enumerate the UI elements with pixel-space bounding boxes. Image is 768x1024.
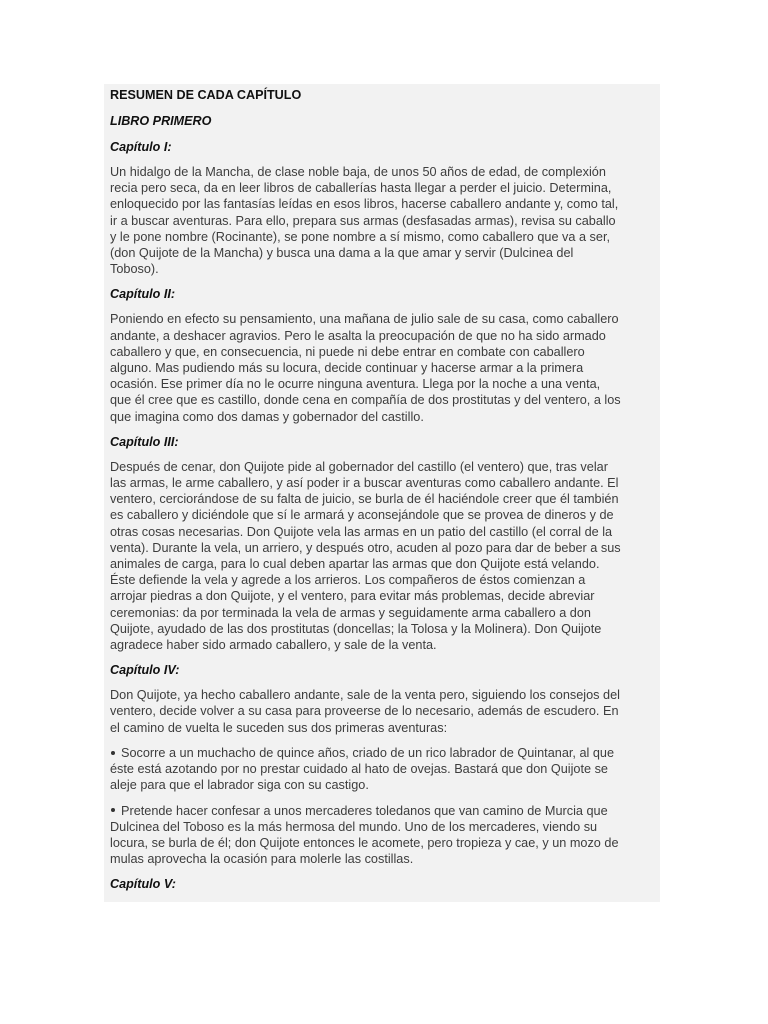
text-line: venta). Durante la vela, un arriero, y después otro, acuden al pozo para dar de beber a sus [110,540,621,555]
document-page [104,84,660,902]
text-line: enloquecido por las fantasías leídas en esos libros, hacerse caballero andante y, como tal, [110,197,619,212]
text-line: ocasión. Ese primer día no le ocurre ninguna aventura. Llega por la noche a una venta, [110,377,601,392]
text-line [110,803,656,819]
text-line: arrojar piedras a don Quijote, y el ventero, para evitar más problemas, decide abreviar [110,589,595,604]
text-line: las armas, le arme caballero, y así poder ir a buscar aventuras como caballero andante. El [110,476,619,491]
text-line: (don Quijote de la Mancha) y busca una dama a la que amar y servir (Dulcinea del [110,246,574,261]
text-line: animales de carga, para lo cual deben apartar las armas que don Quijote está velando. [110,557,600,572]
text-line: ir a buscar aventuras. Para ello, prepara sus armas (desfasadas armas), revisa su caballo [110,213,616,228]
text-line [110,745,656,761]
text-line: Un hidalgo de la Mancha, de clase noble baja, de unos 50 años de edad, de complexión [110,165,606,179]
text-line: locura, se burla de él; don Quijote entonces le acomete, pero tropieza y cae, y un mozo de [110,835,619,850]
text-line: ventero, decide volver a su casa para proveerse de lo necesario, además de escudero. En [110,704,619,719]
chapter-1 [110,139,656,277]
chapter-3 [110,434,656,653]
text-line: ceremonias: da por terminada la vela de armas y seguidamente arma caballero a don [110,605,591,620]
bullet-icon [111,751,115,755]
text-line: éste está azotando por no prestar cuidado al hato de ovejas. Bastará que don Quijote se [110,762,608,777]
chapter-heading: Capítulo I: [110,140,172,154]
bullet-text: Pretende hacer confesar a unos mercaderes toledanos que van camino de Murcia que [121,803,608,818]
text-line: el camino de vuelta le suceden sus dos primeras aventuras: [110,720,448,735]
chapter-paragraph [110,459,656,653]
text-line: Éste defiende la vela y agrede a los arrieros. Los compañeros de éstos comienzan a [110,573,586,588]
text-line: andante, a deshacer agravios. Pero le asalta la preocupación de que no ha sido armado [110,328,606,343]
text-line: Toboso). [110,262,159,277]
text-line: y le pone nombre (Rocinante), se pone nombre a sí mismo, como caballero que va a ser, [110,229,611,244]
bullet-text: Socorre a un muchacho de quince años, criado de un rico labrador de Quintanar, al que [121,745,615,760]
text-line: Poniendo en efecto su pensamiento, una mañana de julio sale de su casa, como caballero [110,312,619,327]
bullet-icon [111,808,115,812]
chapter-heading: Capítulo II: [110,287,176,302]
text-line: que imagina como dos damas y gobernador del castillo. [110,409,424,424]
text-line: Después de cenar, don Quijote pide al gobernador del castillo (el ventero) que, tras velar [110,459,608,474]
chapter-paragraph [110,311,656,424]
text-line: aleje para que el labrador siga con su castigo. [110,778,369,793]
list-item [110,803,656,868]
text-line: otras cosas necesarias. Don Quijote vela las armas en un patio del castillo (el corral de la [110,524,613,539]
chapter-heading: Capítulo III: [110,434,179,449]
text-line: mulas aprovecha la ocasión para molerle las costillas. [110,852,414,867]
text-line: Quijote, ayudado de las dos prostitutas (doncellas; la Tolosa y la Molinera). Don Quijote [110,621,602,636]
document-title: RESUMEN DE CADA CAPÍTULO [110,88,302,102]
chapter-paragraph [110,164,656,277]
chapter-5 [110,876,656,892]
text-line: es caballero y diciéndole que sí le armará y aconsejándole que se provea de dineros y de [110,508,614,523]
chapter-4 [110,662,656,867]
chapter-heading: Capítulo V: [110,877,176,892]
chapter-paragraph [110,687,656,736]
text-line: que él cree que es castillo, donde cena en compañía de dos prostitutas y del ventero, a los [110,393,621,408]
text-line: alguno. Mas pudiendo más su locura, decide continuar y hacerse armar a la primera [110,361,584,376]
text-line: Don Quijote, ya hecho caballero andante, sale de la venta pero, siguiendo los consejos del [110,688,620,703]
book-title: LIBRO PRIMERO [110,114,212,128]
text-line: agradece haber sido armado caballero, y sale de la venta. [110,638,437,653]
chapter-2 [110,286,656,424]
text-line: ventero, cerciorándose de su falta de juicio, se burla de él haciéndole creer que él también [110,492,619,507]
text-line: recia pero seca, da en leer libros de caballerías hasta llegar a perder el juicio. Determina, [110,181,612,196]
chapter-heading: Capítulo IV: [110,663,180,678]
text-line: Dulcinea del Toboso es la más hermosa del mundo. Uno de los mercaderes, viendo su [110,819,598,834]
list-item [110,745,656,794]
text-line: caballero y que, en consecuencia, ni puede ni debe entrar en combate con caballero [110,344,585,359]
